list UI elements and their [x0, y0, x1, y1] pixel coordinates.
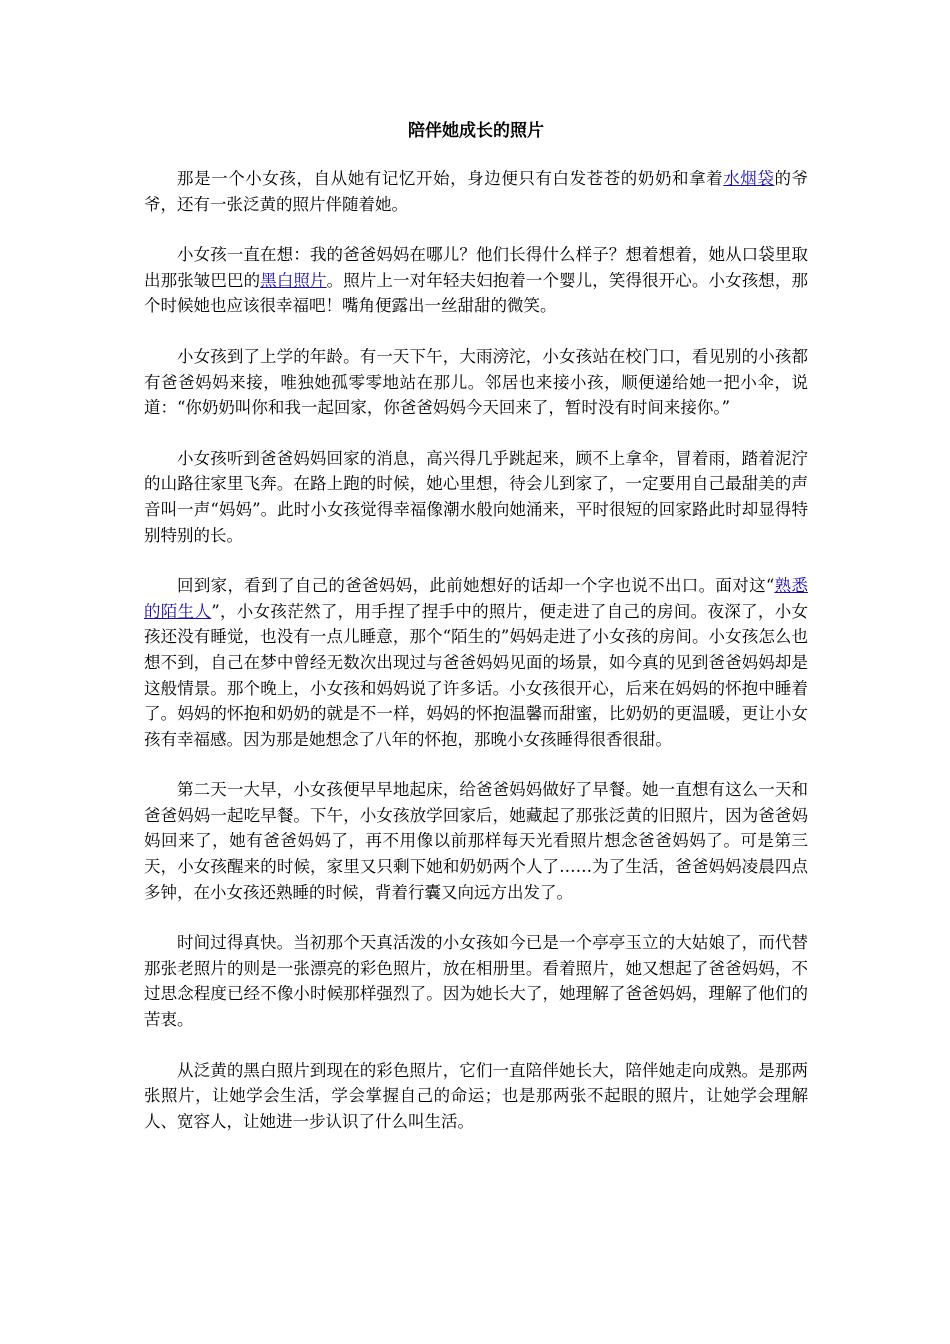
paragraph-text: 时间过得真快。当初那个天真活泼的小女孩如今已是一个亭亭玉立的大姑娘了，而代替那张老照片的则是一张漂亮的彩色照片，放在相册里。看着照片，她又想起了爸爸妈妈，不过思念程度已经不像小时候那样强烈了。因为她长大了，她理解了爸爸妈妈，理解了他们的苦衷。	[144, 933, 808, 1030]
inline-link[interactable]: 黑白照片	[260, 270, 327, 290]
paragraph-6	[144, 777, 808, 905]
paragraph-text: 那是一个小女孩，自从她有记忆开始，身边便只有白发苍苍的奶奶和拿着	[177, 169, 724, 188]
paragraph-text: 小女孩一直在想：我的爸爸妈妈在哪儿？他们长得什么样子？想着想着，她从口袋里取出那张皱巴巴的	[144, 245, 808, 290]
paragraph-7	[144, 930, 808, 1032]
paragraph-text: 的爷爷，还有一张泛黄的照片伴随着她。	[144, 169, 809, 214]
paragraph-text: 回到家，看到了自己的爸爸妈妈，此前她想好的话却一个字也说不出口。面对这“	[177, 576, 775, 596]
paragraph-3	[144, 344, 808, 421]
paragraph-text: 从泛黄的黑白照片到现在的彩色照片，它们一直陪伴她长大，陪伴她走向成熟。是那两张照片，让她学会生活，学会掌握自己的命运；也是那两张不起眼的照片，让她学会理解人、宽容人，让她进一步认识了什么叫生活。	[144, 1060, 808, 1131]
document-title: 陪伴她成长的照片	[408, 121, 544, 141]
paragraph-text: 。照片上一对年轻夫妇抱着一个婴儿，笑得很开心。小女孩想，那个时候她也应该很幸福吧！嘴角便露出一丝甜甜的微笑。	[144, 270, 809, 316]
paragraph-text: ”，小女孩茫然了，用手捏了捏手中的照片，便走进了自己的房间。夜深了，小女孩还没有睡觉，也没有一点儿睡意，那个“陌生的”妈妈走进了小女孩的房间。小女孩怎么也想不到，自己在梦中曾经无数次出现过与爸爸妈妈见面的场景，如今真的见到爸爸妈妈却是这般情景。那个晚上，小女孩和妈妈说了许多话。小女孩很开心，后来在妈妈的怀抱中睡着了。妈妈的怀抱和奶奶的就是不一样，妈妈的怀抱温馨而甜蜜，比奶奶的更温暖，更让小女孩有幸福感。因为那是她想念了八年的怀抱，那晚小女孩睡得很香很甜。	[144, 601, 809, 749]
paragraph-1	[144, 166, 808, 217]
paragraph-text: 第二天一大早，小女孩便早早地起床，给爸爸妈妈做好了早餐。她一直想有这么一天和爸爸妈妈一起吃早餐。下午，小女孩放学回家后，她藏起了那张泛黄的旧照片，因为爸爸妈妈回来了，她有爸爸妈妈了，再不用像以前那样每天光看照片想念爸爸妈妈了。可是第三天，小女孩醒来的时候，家里又只剩下她和奶奶两个人了……为了生活，爸爸妈妈凌晨四点多钟，在小女孩还熟睡的时候，背着行囊又向远方出发了。	[144, 780, 808, 902]
paragraph-5	[144, 573, 808, 752]
document-page	[144, 118, 808, 1159]
paragraph-text: 小女孩听到爸爸妈妈回家的消息，高兴得几乎跳起来，顾不上拿伞，冒着雨，踏着泥泞的山路往家里飞奔。在路上跑的时候，她心里想，待会儿到家了，一定要用自己最甜美的声音叫一声“妈妈”。此时小女孩觉得幸福像潮水般向她涌来，平时很短的回家路此时却显得特别特别的长。	[144, 448, 808, 545]
paragraph-8	[144, 1058, 808, 1135]
paragraph-4	[144, 446, 808, 548]
paragraph-text: 小女孩到了上学的年龄。有一天下午，大雨滂沱，小女孩站在校门口，看见别的小孩都有爸爸妈妈来接，唯独她孤零零地站在那儿。邻居也来接小孩，顺便递给她一把小伞，说道：“你奶奶叫你和我一起回家，你爸爸妈妈今天回来了，暂时没有时间来接你。”	[144, 346, 808, 418]
document-body	[144, 166, 808, 1134]
inline-link[interactable]: 熟悉的陌生人	[144, 576, 809, 621]
paragraph-2	[144, 242, 808, 319]
inline-link[interactable]: 水烟袋	[723, 169, 775, 188]
